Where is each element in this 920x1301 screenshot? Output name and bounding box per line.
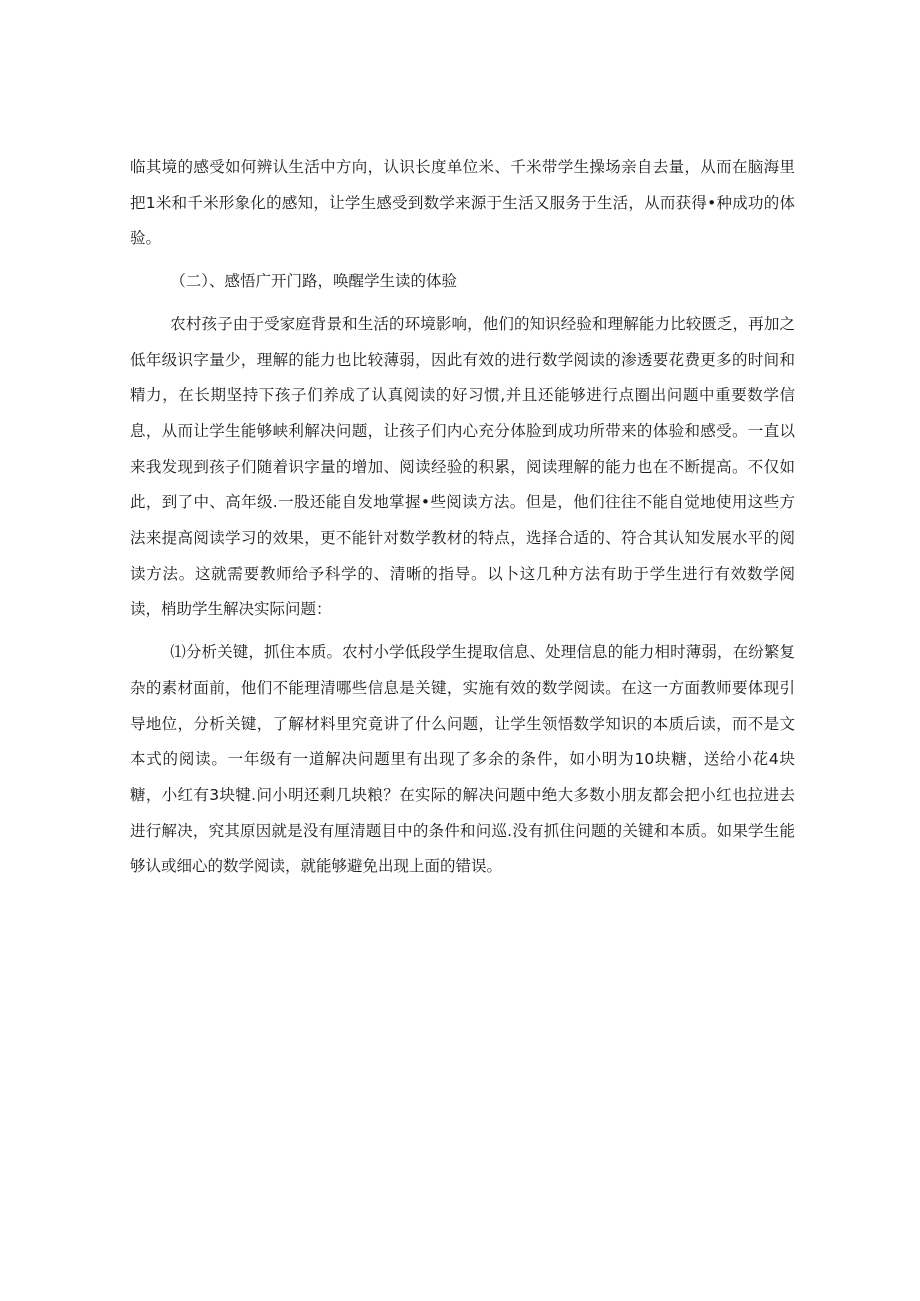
paragraph-analyze-key-points: ⑴分析关键，抓住本质。农村小学低段学生提取信息、处理信息的能力相时薄弱，在纷繁复杂的素材面前，他们不能理清哪些信息是关键，实施有效的数学阅读。在这一方面教师要体现引导地位，分析关键，了解材料里究竟讲了什么问题，让学生领悟数学知识的本质后读，而不是文本式的阅读。一年级有一道解决问题里有出现了多余的条件，如小明为10块糖，送给小花4块糖，小红有3块犍.问小明还剩几块粮？在实际的解决问题中绝大多数小朋友都会把小红也拉进去进行解决，究其原因就是没有厘清题目中的条件和问巡.没有抓住问题的关键和本质。如果学生能够认或细心的数学阅读，就能够避免出现上面的错误。 <box>130 643 795 876</box>
paragraph-continuation: 临其境的感受如何辨认生活中方向，认识长度单位米、千米带学生操场亲自去量，从而在脑海里把1米和千米形象化的感知，让学生感受到数学来源于生活又服务于生活，从而获得•种成功的体验。 <box>130 158 795 248</box>
section-heading: （二）、感悟广开门路，唤醒学生读的体验 <box>170 272 458 291</box>
paragraph-reading-experience: 农村孩子由于受家庭背景和生活的环境影响，他们的知识经验和理解能力比较匮乏，再加之低年级识字量少，理解的能力也比较薄弱，因此有效的进行数学阅读的渗透要花费更多的时间和精力，在长期坚持下孩子们养成了认真阅读的好习惯,并且还能够进行点圈出问题中重要数学信息，从而让学生能够峡利解决问题，让孩子们内心充分体脸到成功所带来的体验和感受。一直以来我发现到孩子们随着识字量的增加、阅读经验的积累，阅读理解的能力也在不断提高。不仅如此，到了中、高年级.一股还能自发地掌握•些阅读方法。但是，他们往往不能自觉地使用这些方法来提高阅读学习的效果，更不能针对数学教材的特点，选择合适的、符合其认知发展水平的阅读方法。这就需要教师给予科学的、清晰的指导。以卜这几种方法有助于学生进行有效数学阅读，梢助学生解决实际问题： <box>130 314 795 619</box>
document-body <box>130 150 795 885</box>
